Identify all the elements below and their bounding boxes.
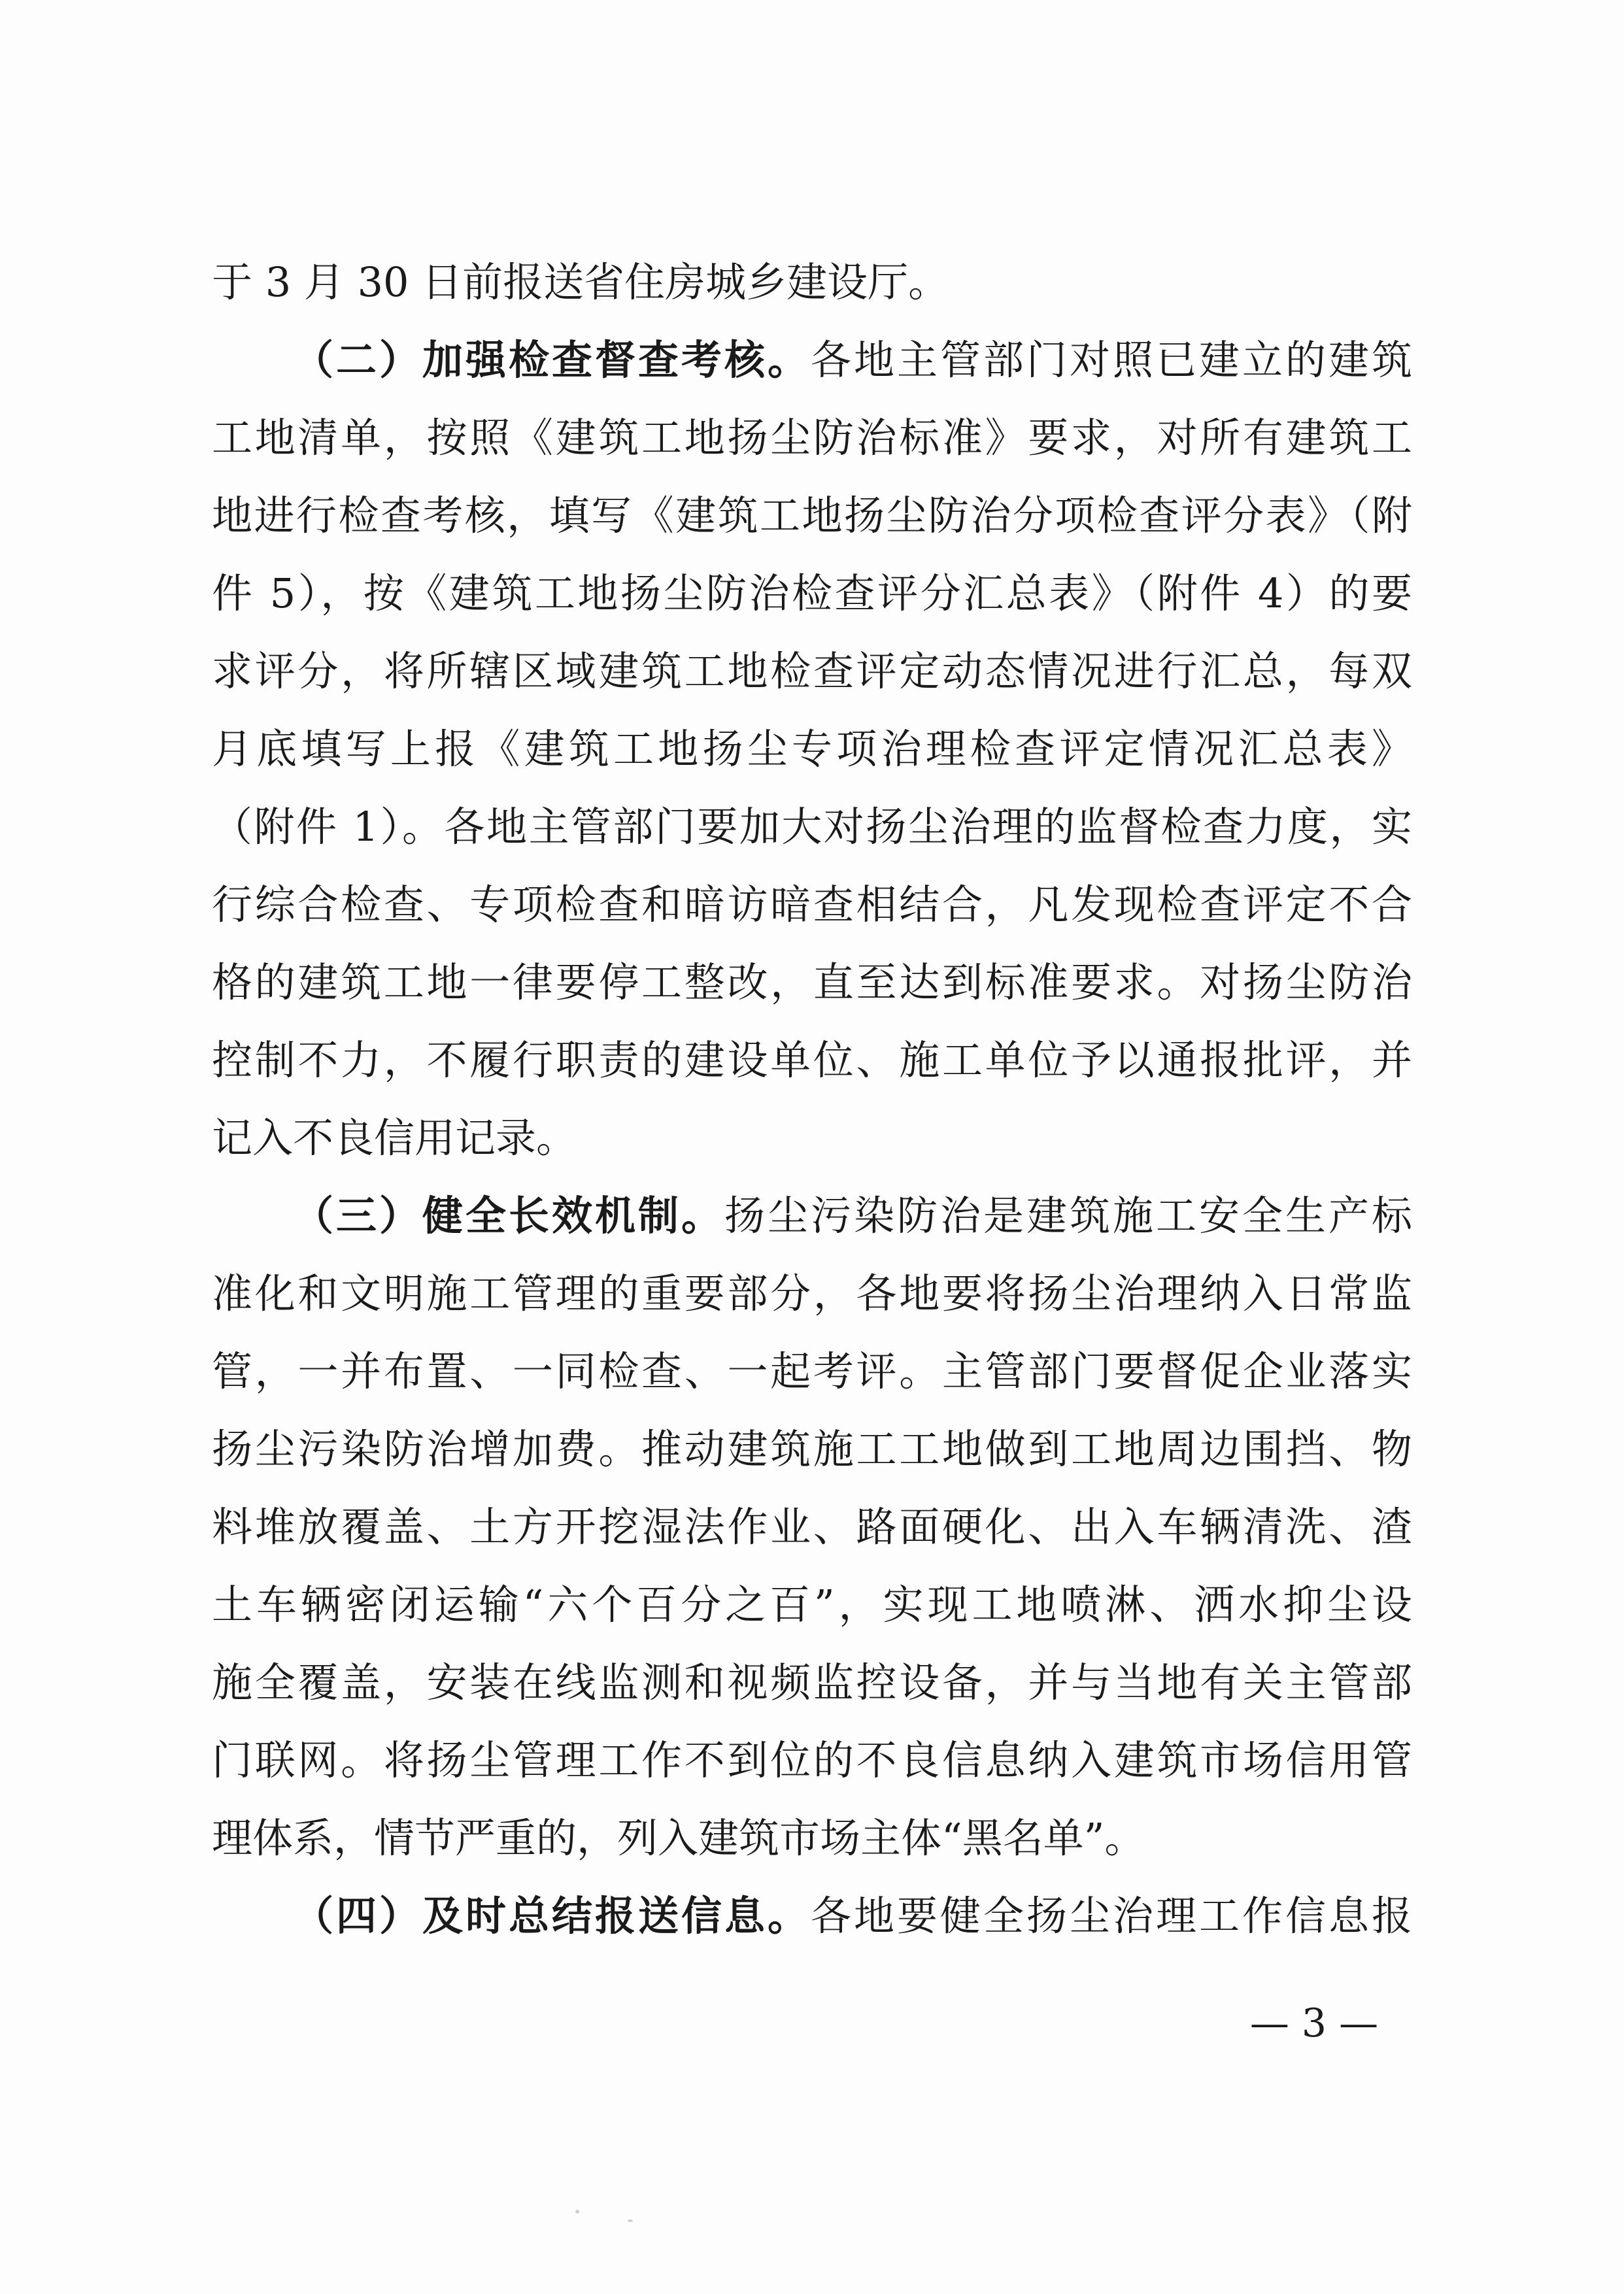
text-line (212, 321, 1412, 399)
line-text: 扬尘污染防治是建筑施工安全生产标 (724, 1192, 1412, 1240)
line-text: 各地要健全扬尘治理工作信息报 (811, 1892, 1412, 1940)
section-heading: （三）健全长效机制。 (293, 1192, 724, 1240)
text-line: 理体系，情节严重的，列入建筑市场主体“黑名单”。 (212, 1814, 1145, 1862)
text-line: 扬尘污染防治增加费。推动建筑施工工地做到工地周边围挡、物 (212, 1425, 1412, 1473)
scan-speck (575, 2210, 579, 2214)
section-heading: （四）及时总结报送信息。 (293, 1892, 811, 1940)
text-line: 工地清单，按照《建筑工地扬尘防治标准》要求，对所有建筑工 (212, 414, 1412, 462)
scan-speck (628, 2219, 633, 2222)
body-text (212, 243, 1412, 1955)
text-line: 记入不良信用记录。 (212, 1114, 577, 1162)
text-line: 料堆放覆盖、土方开挖湿法作业、路面硬化、出入车辆清洗、渣 (212, 1503, 1412, 1551)
text-line: 准化和文明施工管理的重要部分，各地要将扬尘治理纳入日常监 (212, 1270, 1412, 1317)
text-line: 施全覆盖，安装在线监测和视频监控设备，并与当地有关主管部 (212, 1659, 1412, 1706)
text-line: 土车辆密闭运输“六个百分之百”，实现工地喷淋、洒水抑尘设 (212, 1581, 1412, 1628)
page-number: — 3 — (1249, 2000, 1379, 2046)
text-line: 求评分，将所辖区域建筑工地检查评定动态情况进行汇总，每双 (212, 647, 1412, 695)
text-line: 管，一并布置、一同检查、一起考评。主管部门要督促企业落实 (212, 1347, 1412, 1395)
text-line: 行综合检查、专项检查和暗访暗查相结合，凡发现检查评定不合 (212, 881, 1412, 928)
text-line: 地进行检查考核，填写《建筑工地扬尘防治分项检查评分表》（附 (212, 492, 1412, 539)
text-line: 于 3 月 30 日前报送省住房城乡建设厅。 (212, 258, 949, 306)
text-line: 格的建筑工地一律要停工整改，直至达到标准要求。对扬尘防治 (212, 958, 1412, 1006)
line-text: 各地主管部门对照已建立的建筑 (811, 336, 1412, 384)
text-line: （附件 1）。各地主管部门要加大对扬尘治理的监督检查力度，实 (212, 803, 1412, 851)
text-line: 件 5），按《建筑工地扬尘防治检查评分汇总表》（附件 4）的要 (212, 569, 1412, 617)
text-line (212, 1177, 1412, 1255)
text-line (212, 1877, 1412, 1955)
text-line: 控制不力，不履行职责的建设单位、施工单位予以通报批评，并 (212, 1036, 1412, 1084)
section-heading: （二）加强检查督查考核。 (293, 336, 811, 384)
text-line: 月底填写上报《建筑工地扬尘专项治理检查评定情况汇总表》 (212, 725, 1412, 773)
text-line: 门联网。将扬尘管理工作不到位的不良信息纳入建筑市场信用管 (212, 1736, 1412, 1784)
